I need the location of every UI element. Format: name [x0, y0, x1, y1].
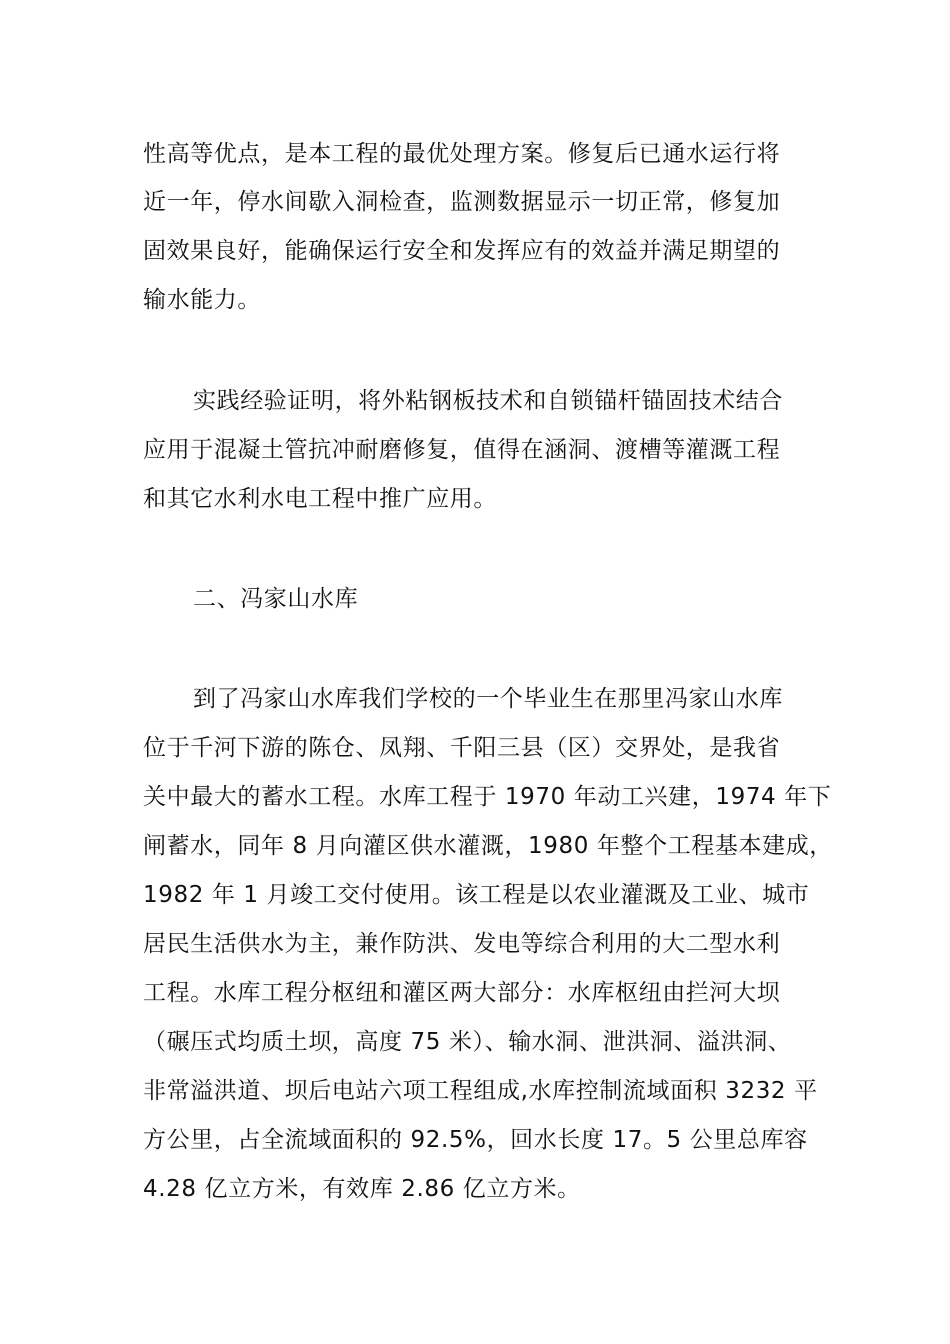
text-line: （碾压式均质土坝，高度 75 米）、输水洞、泄洪洞、溢洪洞、 [143, 1029, 792, 1055]
text-line: 和其它水利水电工程中推广应用。 [143, 486, 497, 512]
text-line: 位于千河下游的陈仓、凤翔、千阳三县（区）交界处，是我省 [143, 735, 781, 761]
text-line: 工程。水库工程分枢纽和灌区两大部分：水库枢纽由拦河大坝 [143, 980, 781, 1006]
text-line: 固效果良好，能确保运行安全和发挥应有的效益并满足期望的 [143, 238, 781, 264]
text-line: 方公里，占全流域面积的 92.5%，回水长度 17。5 公里总库容 [143, 1127, 808, 1153]
text-line: 非常溢洪道、坝后电站六项工程组成,水库控制流域面积 3232 平 [143, 1078, 818, 1104]
text-line: 近一年，停水间歇入洞检查，监测数据显示一切正常，修复加 [143, 189, 781, 215]
text-line: 实践经验证明，将外粘钢板技术和自锁锚杆锚固技术结合 [193, 388, 783, 414]
text-line: 应用于混凝土管抗冲耐磨修复，值得在涵洞、渡槽等灌溉工程 [143, 437, 781, 463]
text-line: 到了冯家山水库我们学校的一个毕业生在那里冯家山水库 [193, 686, 783, 712]
section-heading: 二、冯家山水库 [193, 586, 359, 612]
text-line: 4.28 亿立方米，有效库 2.86 亿立方米。 [143, 1176, 581, 1202]
text-line: 关中最大的蓄水工程。水库工程于 1970 年动工兴建，1974 年下 [143, 784, 832, 810]
text-line: 输水能力。 [143, 287, 261, 313]
text-line: 1982 年 1 月竣工交付使用。该工程是以农业灌溉及工业、城市 [143, 882, 810, 908]
text-line: 闸蓄水，同年 8 月向灌区供水灌溉，1980 年整个工程基本建成， [143, 833, 833, 859]
text-line: 居民生活供水为主，兼作防洪、发电等综合利用的大二型水利 [143, 931, 781, 957]
text-line: 性高等优点，是本工程的最优处理方案。修复后已通水运行将 [143, 141, 781, 167]
